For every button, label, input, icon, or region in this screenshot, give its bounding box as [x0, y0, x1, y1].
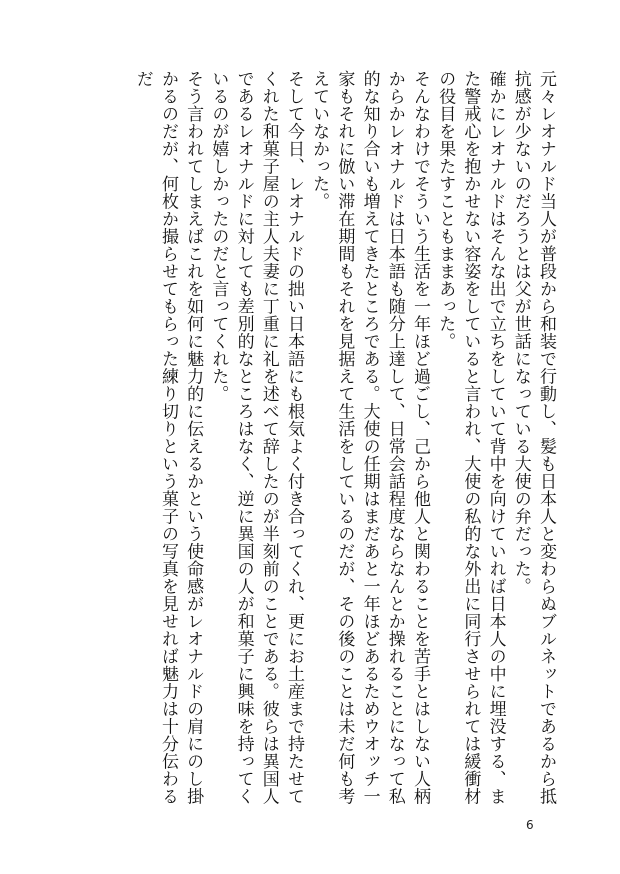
- paragraph-3: そんなわけでそういう生活を一年ほど過ごし、己から他人と関わることを苦手とはしない人柄からかレオナルドは日本語も随分上達して、日常会話程度ならなんとか操れることになって私的な知り合いも増えてきたところである。大使の任期はまだあと一年ほどあるためウオッチ一家もそれに倣い滞在期間もそれを見据えて生活をしているのだが、その後のことは未だ何も考えていなかった。: [309, 70, 430, 805]
- paragraph-5: そう言われてしまえばこれを如何に魅力的に伝えるかという使命感がレオナルドの肩にのし掛かるのだが、何枚か撮らせてもらった練り切りという菓子の写真を見せれば魅力は十分伝わるだ: [132, 70, 204, 805]
- paragraph-4: そして今日、レオナルドの拙い日本語にも根気よく付き合ってくれ、更にお土産まで持たせてくれた和菓子屋の主人夫妻に丁重に礼を述べて辞したのが半刻前のことである。彼らは異国人であるレオナルドに対しても差別的なところはなく、逆に異国の人が和菓子に興味を持ってくいるのが嬉しかったのだと言ってくれた。: [208, 70, 304, 805]
- page-number: 6: [526, 818, 534, 832]
- paragraph-2: 確かにレオナルドはそんな出で立ちをしていて背中を向けていれば日本人の中に埋没する、また警戒心を抱かせない容姿をしていると言われ、大使の私的な外出に同行させられては緩衝材の役目を果たすこともままあった。: [435, 70, 506, 805]
- paragraph-1: 元々レオナルド当人が普段から和装で行動し、髪も日本人と変わらぬブルネットであるから抵抗感が少ないのだろうとは父が世話になっている大使の弁だった。: [510, 70, 556, 805]
- vertical-text-body: [58, 70, 558, 820]
